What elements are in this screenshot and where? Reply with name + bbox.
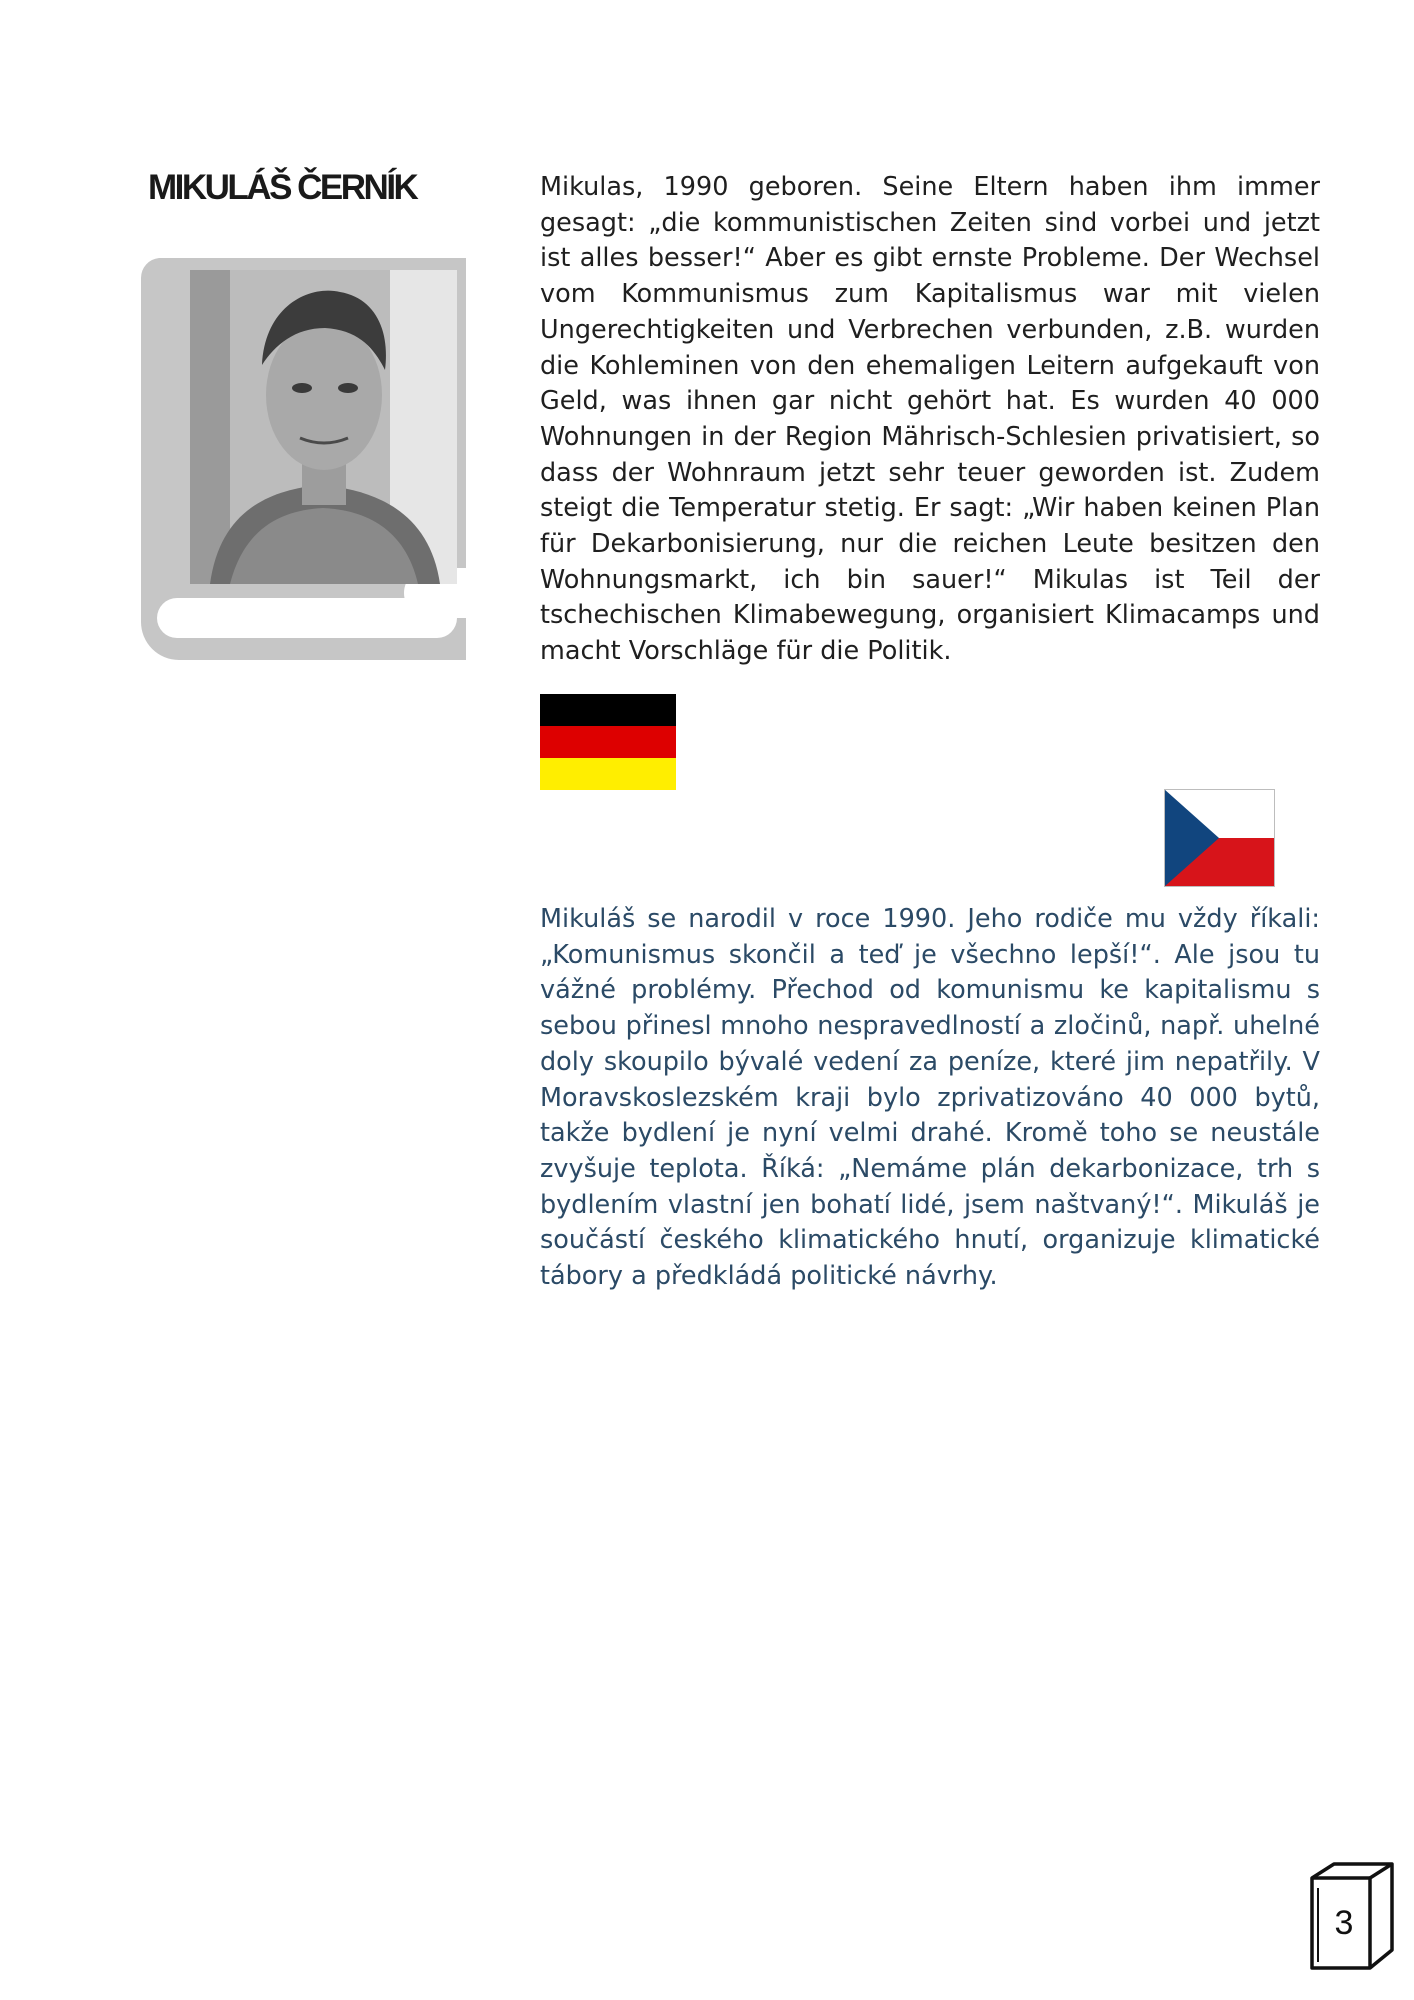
page-number: 3: [1334, 1904, 1354, 1942]
portrait-silhouette: [190, 270, 457, 584]
biography-german: Mikulas, 1990 geboren. Seine Eltern haben ihm immer gesagt: „die kommunistischen Zeiten sind vorbei und jetzt ist alles besser!“ Aber es gibt ernste Probleme. Der Wechsel vom Kommunismus zum Kapitalismus war mit vielen Ungerechtigkeiten und Verbrechen verbunden, z.B. wurden die Kohleminen von den ehemaligen Leitern aufgekauft von Geld, was ihnen gar nicht gehört hat. Es wurden 40 000 Wohnungen in der Region Mährisch-Schlesien privatisiert, so dass der Wohnraum jetzt sehr teuer geworden ist. Zudem steigt die Temperatur stetig. Er sagt: „Wir haben keinen Plan für Dekarbonisierung, nur die reichen Leute besitzen den Wohnungsmarkt, ich bin sauer!“ Mikulas ist Teil der tschechischen Klimabewegung, organisiert Klimacamps und macht Vorschläge für die Politik.: [540, 172, 1320, 667]
portrait-photo: [190, 270, 457, 584]
czech-flag-icon: [1164, 789, 1275, 887]
german-flag-icon: [540, 694, 676, 790]
book-page-icon: [1304, 1858, 1396, 1974]
person-name: MIKULÁŠ ČERNÍK: [148, 168, 417, 207]
biography-czech: Mikuláš se narodil v roce 1990. Jeho rodiče mu vždy říkali: „Komunismus skončil a teď je všechno lepší!“. Ale jsou tu vážné problémy. Přechod od komunismu ke kapitalismu s sebou přinesl mnoho nespravedlností a zločinů, např. uhelné doly skoupilo bývalé vedení za peníze, které jim nepatřily. V Moravskoslezském kraji bylo zprivatizováno 40 000 bytů, takže bydlení je nyní velmi drahé. Kromě toho se neustále zvyšuje teplota. Říká: „Nemáme plán dekarbonizace, trh s bydlením vlastní jen bohatí lidé, jsem naštvaný!“. Mikuláš je součástí českého klimatického hnutí, organizuje klimatické tábory a předkládá politické návrhy.: [540, 904, 1320, 1292]
